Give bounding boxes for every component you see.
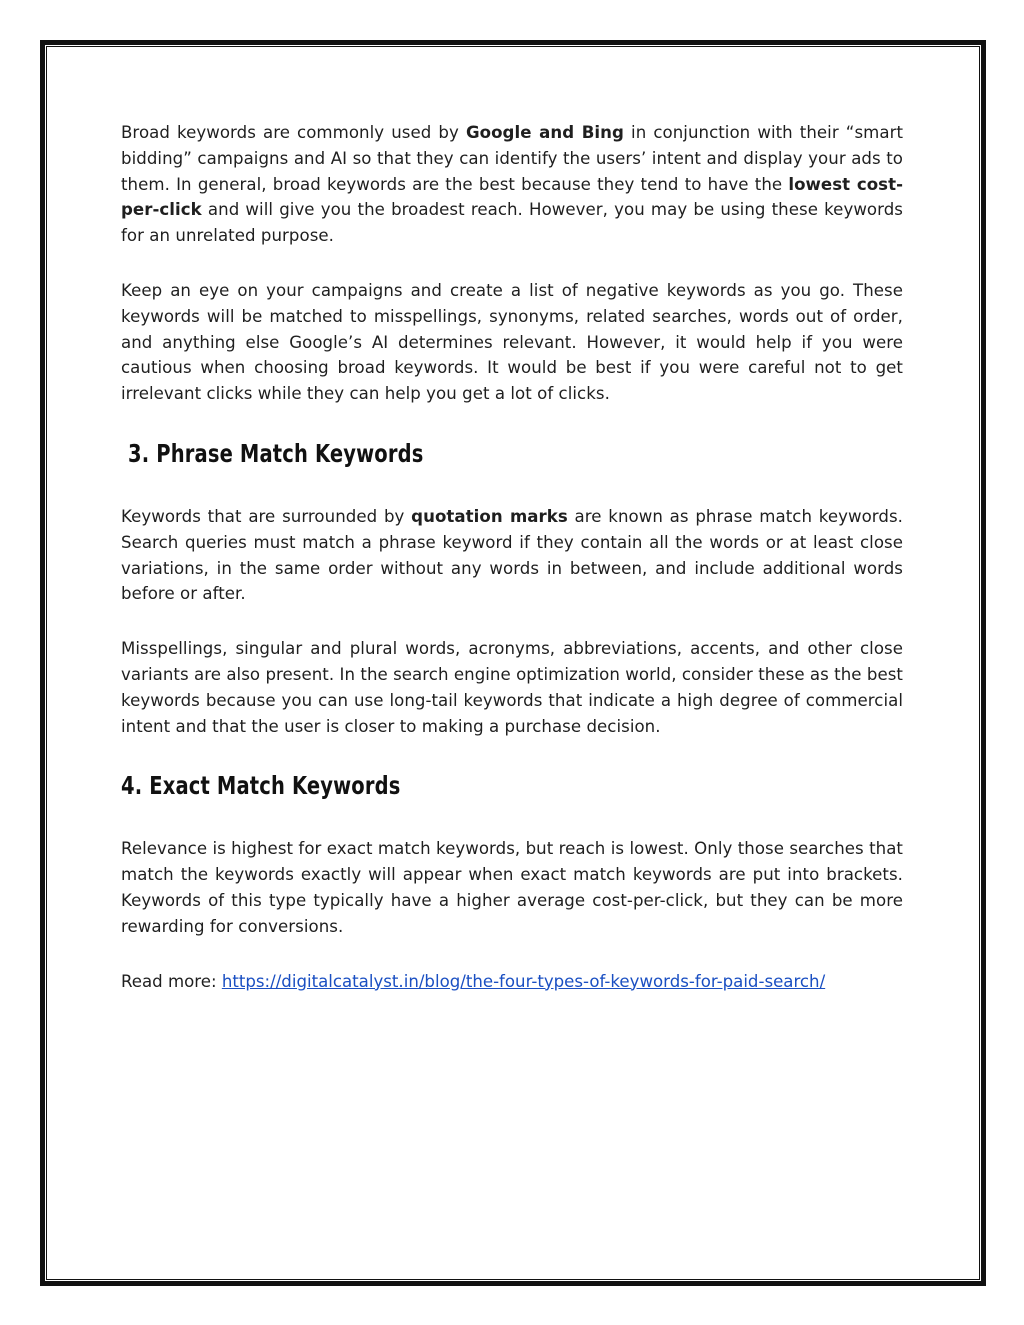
paragraph-text: and will give you the broadest reach. However, you may be using these keywords for an unrelated purpose. <box>121 200 903 246</box>
paragraph-text: are known as phrase match keywords. Search queries must match a phrase keyword if they contain all the words or at least close variations, in the same order without any words in between, and include additional words before or after. <box>121 506 903 604</box>
paragraph-exact-match: Relevance is highest for exact match keywords, but reach is lowest. Only those searches that match the keywords exactly will appear when exact match keywords are put into brackets. Keywords of this type typically have a higher average cost-per-click, but they can be more rewarding for conversions. <box>121 839 903 936</box>
read-more <box>121 969 903 995</box>
document-content <box>121 120 903 995</box>
paragraph-close-variants: Misspellings, singular and plural words, acronyms, abbreviations, accents, and other close variants are also present. In the search engine optimization world, consider these as the best keywords because you can use long-tail keywords that indicate a high degree of commercial intent and that the user is closer to making a purchase decision. <box>121 639 903 736</box>
paragraph-text: Broad keywords are commonly used by <box>121 123 466 142</box>
read-more-link[interactable]: https://digitalcatalyst.in/blog/the-four-types-of-keywords-for-paid-search/ <box>221 971 826 991</box>
heading-exact-match: 4. Exact Match Keywords <box>121 771 401 801</box>
bold-google-bing: Google and Bing <box>465 123 624 142</box>
paragraph-broad-keywords <box>121 120 903 249</box>
read-more-label: Read more: <box>121 971 222 991</box>
bold-lowest-cpc: lowest cost-per-click <box>121 174 904 220</box>
paragraph-text: Keywords that are surrounded by <box>121 506 412 526</box>
bold-quotation-marks: quotation marks <box>411 506 568 526</box>
paragraph-negative-keywords: Keep an eye on your campaigns and create a list of negative keywords as you go. These keywords will be matched to misspellings, synonyms, related searches, words out of order, and anything else Google’s AI determines relevant. However, it would help if you were cautious when choosing broad keywords. It would be best if you were careful not to get irrelevant clicks while they can help you get a lot of clicks. <box>121 280 903 404</box>
paragraph-phrase-match <box>121 504 903 607</box>
heading-phrase-match: 3. Phrase Match Keywords <box>128 438 424 468</box>
paragraph-text: in conjunction with their “smart bidding” campaigns and AI so that they can identify the users’ intent and display your ads to them. In general, broad keywords are the best because they tend to have the <box>121 123 904 194</box>
